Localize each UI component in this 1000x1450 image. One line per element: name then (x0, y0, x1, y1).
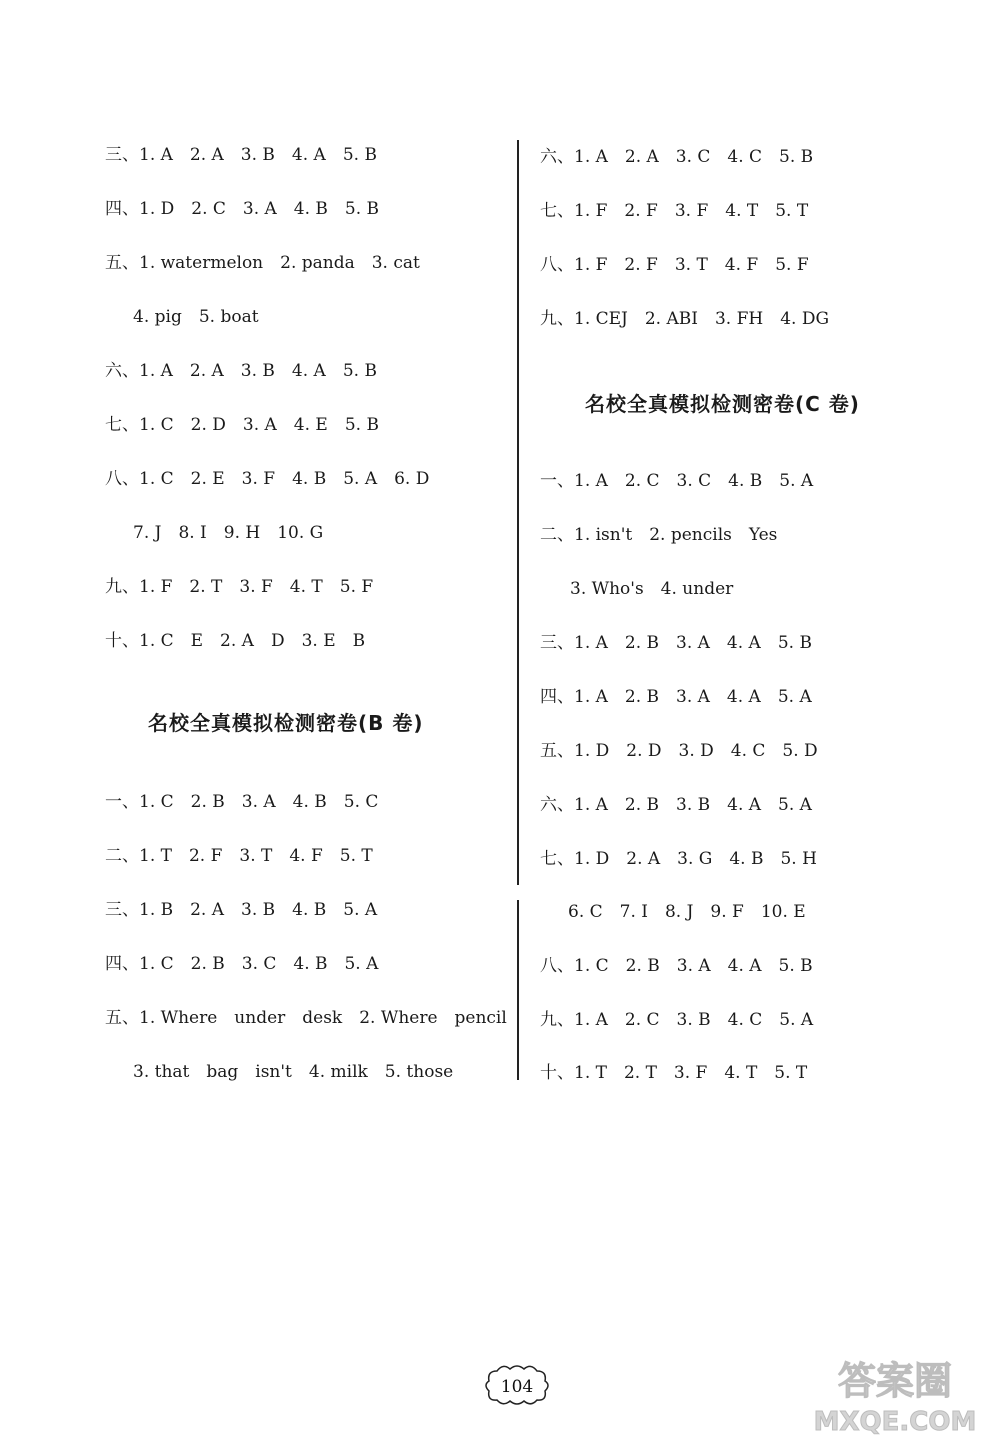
scalloped-frame-icon (483, 1363, 551, 1407)
answer-row: 八、1. C 2. B 3. A 4. A 5. B (540, 956, 813, 976)
answer-row: 八、1. F 2. F 3. T 4. F 5. F (540, 255, 809, 275)
answer-row: 三、1. B 2. A 3. B 4. B 5. A (105, 900, 378, 920)
watermark-bottom: MXQE.COM (813, 1407, 977, 1437)
page-number-badge (483, 1363, 551, 1407)
answer-row: 六、1. A 2. A 3. B 4. A 5. B (105, 361, 377, 381)
answer-row: 一、1. A 2. C 3. C 4. B 5. A (540, 471, 814, 491)
page-number: 104 (500, 1377, 534, 1397)
column-divider (517, 900, 519, 1080)
answer-row: 五、1. watermelon 2. panda 3. cat (105, 253, 420, 273)
answer-row: 二、1. isn't 2. pencils Yes (540, 525, 778, 545)
answer-row: 三、1. A 2. A 3. B 4. A 5. B (105, 145, 377, 165)
answer-row: 六、1. A 2. B 3. B 4. A 5. A (540, 795, 812, 815)
answer-row: 九、1. A 2. C 3. B 4. C 5. A (540, 1010, 814, 1030)
answer-row: 4. pig 5. boat (133, 307, 259, 327)
answer-row: 3. that bag isn't 4. milk 5. those (133, 1062, 454, 1082)
column-divider (517, 140, 519, 885)
watermark-top: 答案圈 (837, 1359, 953, 1403)
answer-row: 一、1. C 2. B 3. A 4. B 5. C (105, 792, 379, 812)
answer-row: 四、1. A 2. B 3. A 4. A 5. A (540, 687, 812, 707)
answer-row: 七、1. D 2. A 3. G 4. B 5. H (540, 849, 817, 869)
answer-row: 七、1. C 2. D 3. A 4. E 5. B (105, 415, 379, 435)
watermark (800, 1350, 990, 1440)
answer-row: 八、1. C 2. E 3. F 4. B 5. A 6. D (105, 469, 430, 489)
answer-row: 二、1. T 2. F 3. T 4. F 5. T (105, 846, 373, 866)
answer-row: 九、1. F 2. T 3. F 4. T 5. F (105, 577, 374, 597)
answer-row: 7. J 8. I 9. H 10. G (133, 523, 324, 543)
answer-row: 十、1. C E 2. A D 3. E B (105, 631, 366, 651)
answer-row: 七、1. F 2. F 3. F 4. T 5. T (540, 201, 809, 221)
answer-row: 6. C 7. I 8. J 9. F 10. E (568, 902, 806, 922)
answer-row: 五、1. D 2. D 3. D 4. C 5. D (540, 741, 818, 761)
answer-row: 四、1. D 2. C 3. A 4. B 5. B (105, 199, 380, 219)
answer-row: 九、1. CEJ 2. ABI 3. FH 4. DG (540, 309, 830, 329)
answer-row: 六、1. A 2. A 3. C 4. C 5. B (540, 147, 814, 167)
answer-row: 三、1. A 2. B 3. A 4. A 5. B (540, 633, 812, 653)
answer-row: 3. Who's 4. under (570, 579, 734, 599)
answer-row: 五、1. Where under desk 2. Where pencil (105, 1008, 507, 1028)
answer-row: 十、1. T 2. T 3. F 4. T 5. T (540, 1063, 808, 1083)
answer-row: 四、1. C 2. B 3. C 4. B 5. A (105, 954, 379, 974)
section-c-title: 名校全真模拟检测密卷(C 卷) (585, 392, 860, 416)
section-b-title: 名校全真模拟检测密卷(B 卷) (148, 711, 424, 735)
